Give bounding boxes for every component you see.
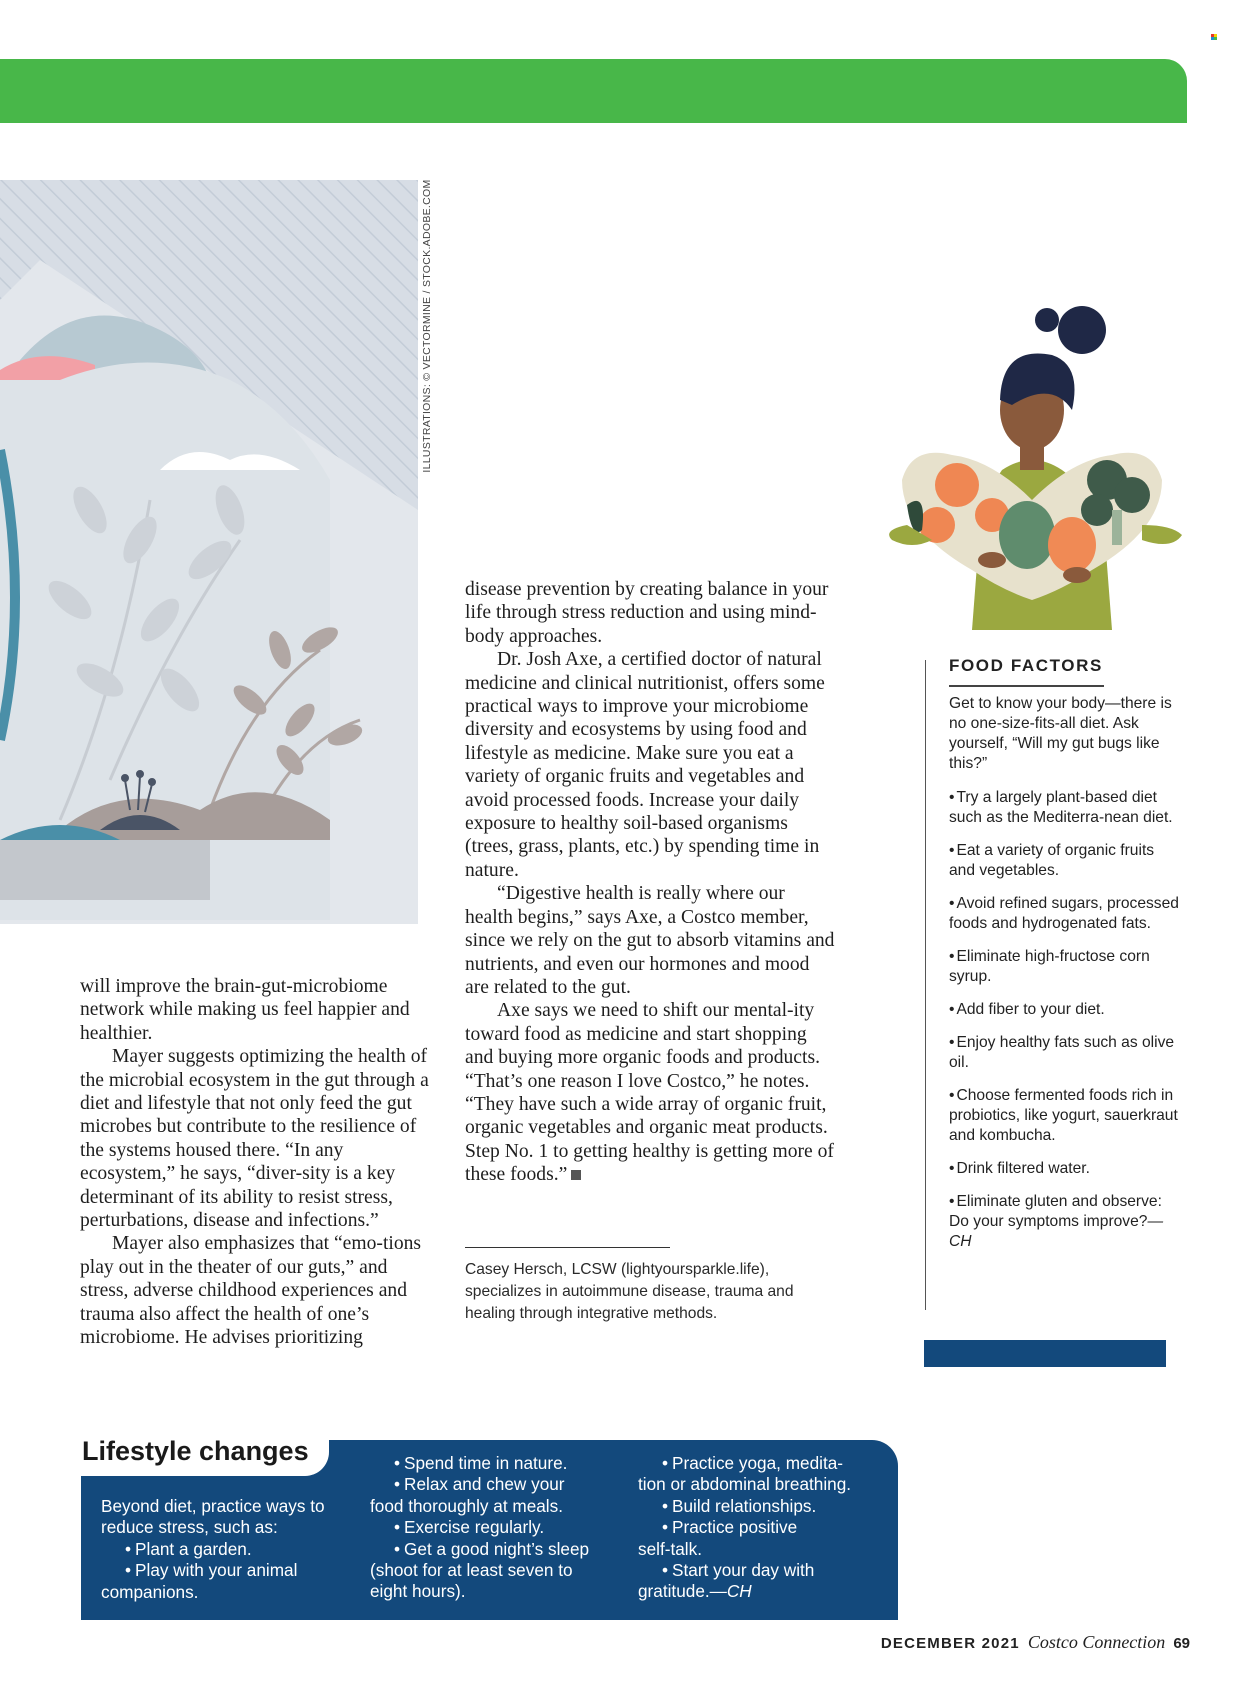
article-paragraph: disease prevention by creating balance in your life through stress reduction and using mind-body approaches. [465,579,829,647]
food-factors-intro: Get to know your body—there is no one-size-fits-all diet. Ask yourself, “Will my gut bugs like this?” [949,695,1172,772]
lifestyle-item: • Spend time in nature. [370,1453,625,1474]
lifestyle-item: • Get a good night’s sleep [370,1539,625,1560]
article-paragraph: Mayer also emphasizes that “emo-tions play out in the theater of our guts,” and stress, adverse childhood experiences and trauma also affect the health of one’s microbiome. He advises prioritizing [80,1233,422,1349]
food-factors-item: • Eliminate high-fructose corn syrup. [949,947,1181,987]
lifestyle-column-3 [638,1453,883,1603]
food-factors-item: • Try a largely plant-based diet such as the Mediterra-nean diet. [949,788,1181,828]
gut-landscape-illustration [0,180,418,924]
lifestyle-column-1 [101,1496,346,1603]
produce-artwork [852,300,1212,630]
magazine-name: Costco Connection [1027,1632,1166,1652]
landscape-artwork [0,180,418,924]
lifestyle-item-continued: food thoroughly at meals. [370,1495,563,1516]
header-green-banner [0,59,1187,123]
end-of-article-mark [571,1170,581,1180]
lifestyle-changes-title: Lifestyle changes [82,1436,309,1466]
lifestyle-item-continued: self-talk. [638,1538,702,1559]
article-paragraph: will improve the brain-gut-microbiome network while making us feel happier and healthier. [80,976,410,1044]
page-footer [875,1632,1190,1653]
article-paragraph: “Digestive health is really where our health begins,” says Axe, a Costco member, since we rely on the gut to absorb vitamins and nutrients, and even our hormones and mood are related to the gut. [465,883,835,998]
lifestyle-intro: Beyond diet, practice ways to reduce stress, such as: [101,1496,325,1538]
food-factors-item: • Drink filtered water. [949,1159,1181,1179]
woman-holding-produce-illustration [852,300,1212,630]
author-initials: —CH [949,1213,1164,1250]
lifestyle-item-continued: eight hours). [370,1581,466,1602]
article-column-left [80,975,440,1350]
food-factors-list [949,788,1181,1265]
lifestyle-item-continued: tion or abdominal breathing. [638,1474,852,1495]
author-initials: —CH [709,1581,752,1602]
food-factors-last-text: Eliminate gluten and observe: Do your symptoms improve? [949,1193,1162,1230]
lifestyle-last-text: gratitude. [638,1581,710,1602]
sidebar-rule [925,660,926,1310]
food-factors-item: • Choose fermented foods rich in probiotics, like yogurt, sauerkraut and kombucha. [949,1086,1181,1146]
article-paragraph: Dr. Josh Axe, a certified doctor of natural medicine and clinical nutritionist, offers some practical ways to improve your microbiome diversity and ecosystems by using food and lifestyle as medicine. Make sure you eat a variety of organic fruits and vegetables and avoid processed foods. Increase your daily exposure to healthy soil-based organisms (trees, grass, plants, etc.) by spending time in nature. [465,649,825,881]
lifestyle-item: • Build relationships. [638,1496,883,1517]
sidebar-footer-bar [924,1340,1166,1367]
bio-divider [465,1247,670,1248]
food-factors-title: FOOD FACTORS [949,656,1103,675]
illustration-credit-text: ILLUSTRATIONS: © VECTORMINE / STOCK.ADOBE.COM [421,179,433,473]
food-factors-title-underline [949,685,1104,687]
lifestyle-item: • Exercise regularly. [370,1517,625,1538]
lifestyle-item: • Play with your animal [101,1560,346,1581]
food-factors-item: • Add fiber to your diet. [949,1000,1181,1020]
lifestyle-column-2 [370,1453,625,1603]
lifestyle-item: • Practice yoga, medita- [638,1453,883,1474]
food-factors-item: • Enjoy healthy fats such as olive oil. [949,1033,1181,1073]
issue-date: DECEMBER 2021 [880,1635,1020,1652]
lifestyle-item: • Start your day with [638,1560,883,1581]
article-final-text: Axe says we need to shift our mental-ity toward food as medicine and start shopping and buying more organic foods and products. “That’s one reason I love Costco,” he notes. “They have such a wide array of organic fruit, organic vegetables and organic meat products. Step No. 1 to getting healthy is getting more of these foods.” [465,1000,834,1186]
article-paragraph: Mayer suggests optimizing the health of the microbial ecosystem in the gut through a diet and lifestyle that not only feed the gut microbes but contribute to the resilience of the systems housed there. “In any ecosystem,” he says, “diver-sity is a key determinant of its ability to resist stress, perturbations, disease and infections.” [80,1046,429,1232]
article-paragraph-final [465,999,835,1186]
article-column-middle [465,578,835,1187]
food-factors-item: • Eat a variety of organic fruits and vegetables. [949,841,1181,881]
food-factors-item: • Avoid refined sugars, processed foods and hydrogenated fats. [949,894,1181,934]
food-factors-item-last [949,1192,1181,1252]
author-bio: Casey Hersch, LCSW (lightyoursparkle.life), specializes in autoimmune disease, trauma and healing through integrative methods. [465,1261,794,1322]
color-registration-mark [1211,34,1218,41]
lifestyle-item: • Plant a garden. [101,1539,346,1560]
lifestyle-item: • Practice positive [638,1517,883,1538]
page-number: 69 [1173,1635,1190,1652]
lifestyle-item-continued: (shoot for at least seven to [370,1560,573,1581]
illustration-credit [418,180,436,472]
lifestyle-item-last [638,1581,883,1602]
lifestyle-item: • Relax and chew your [370,1474,625,1495]
lifestyle-item-continued: companions. [101,1581,199,1602]
